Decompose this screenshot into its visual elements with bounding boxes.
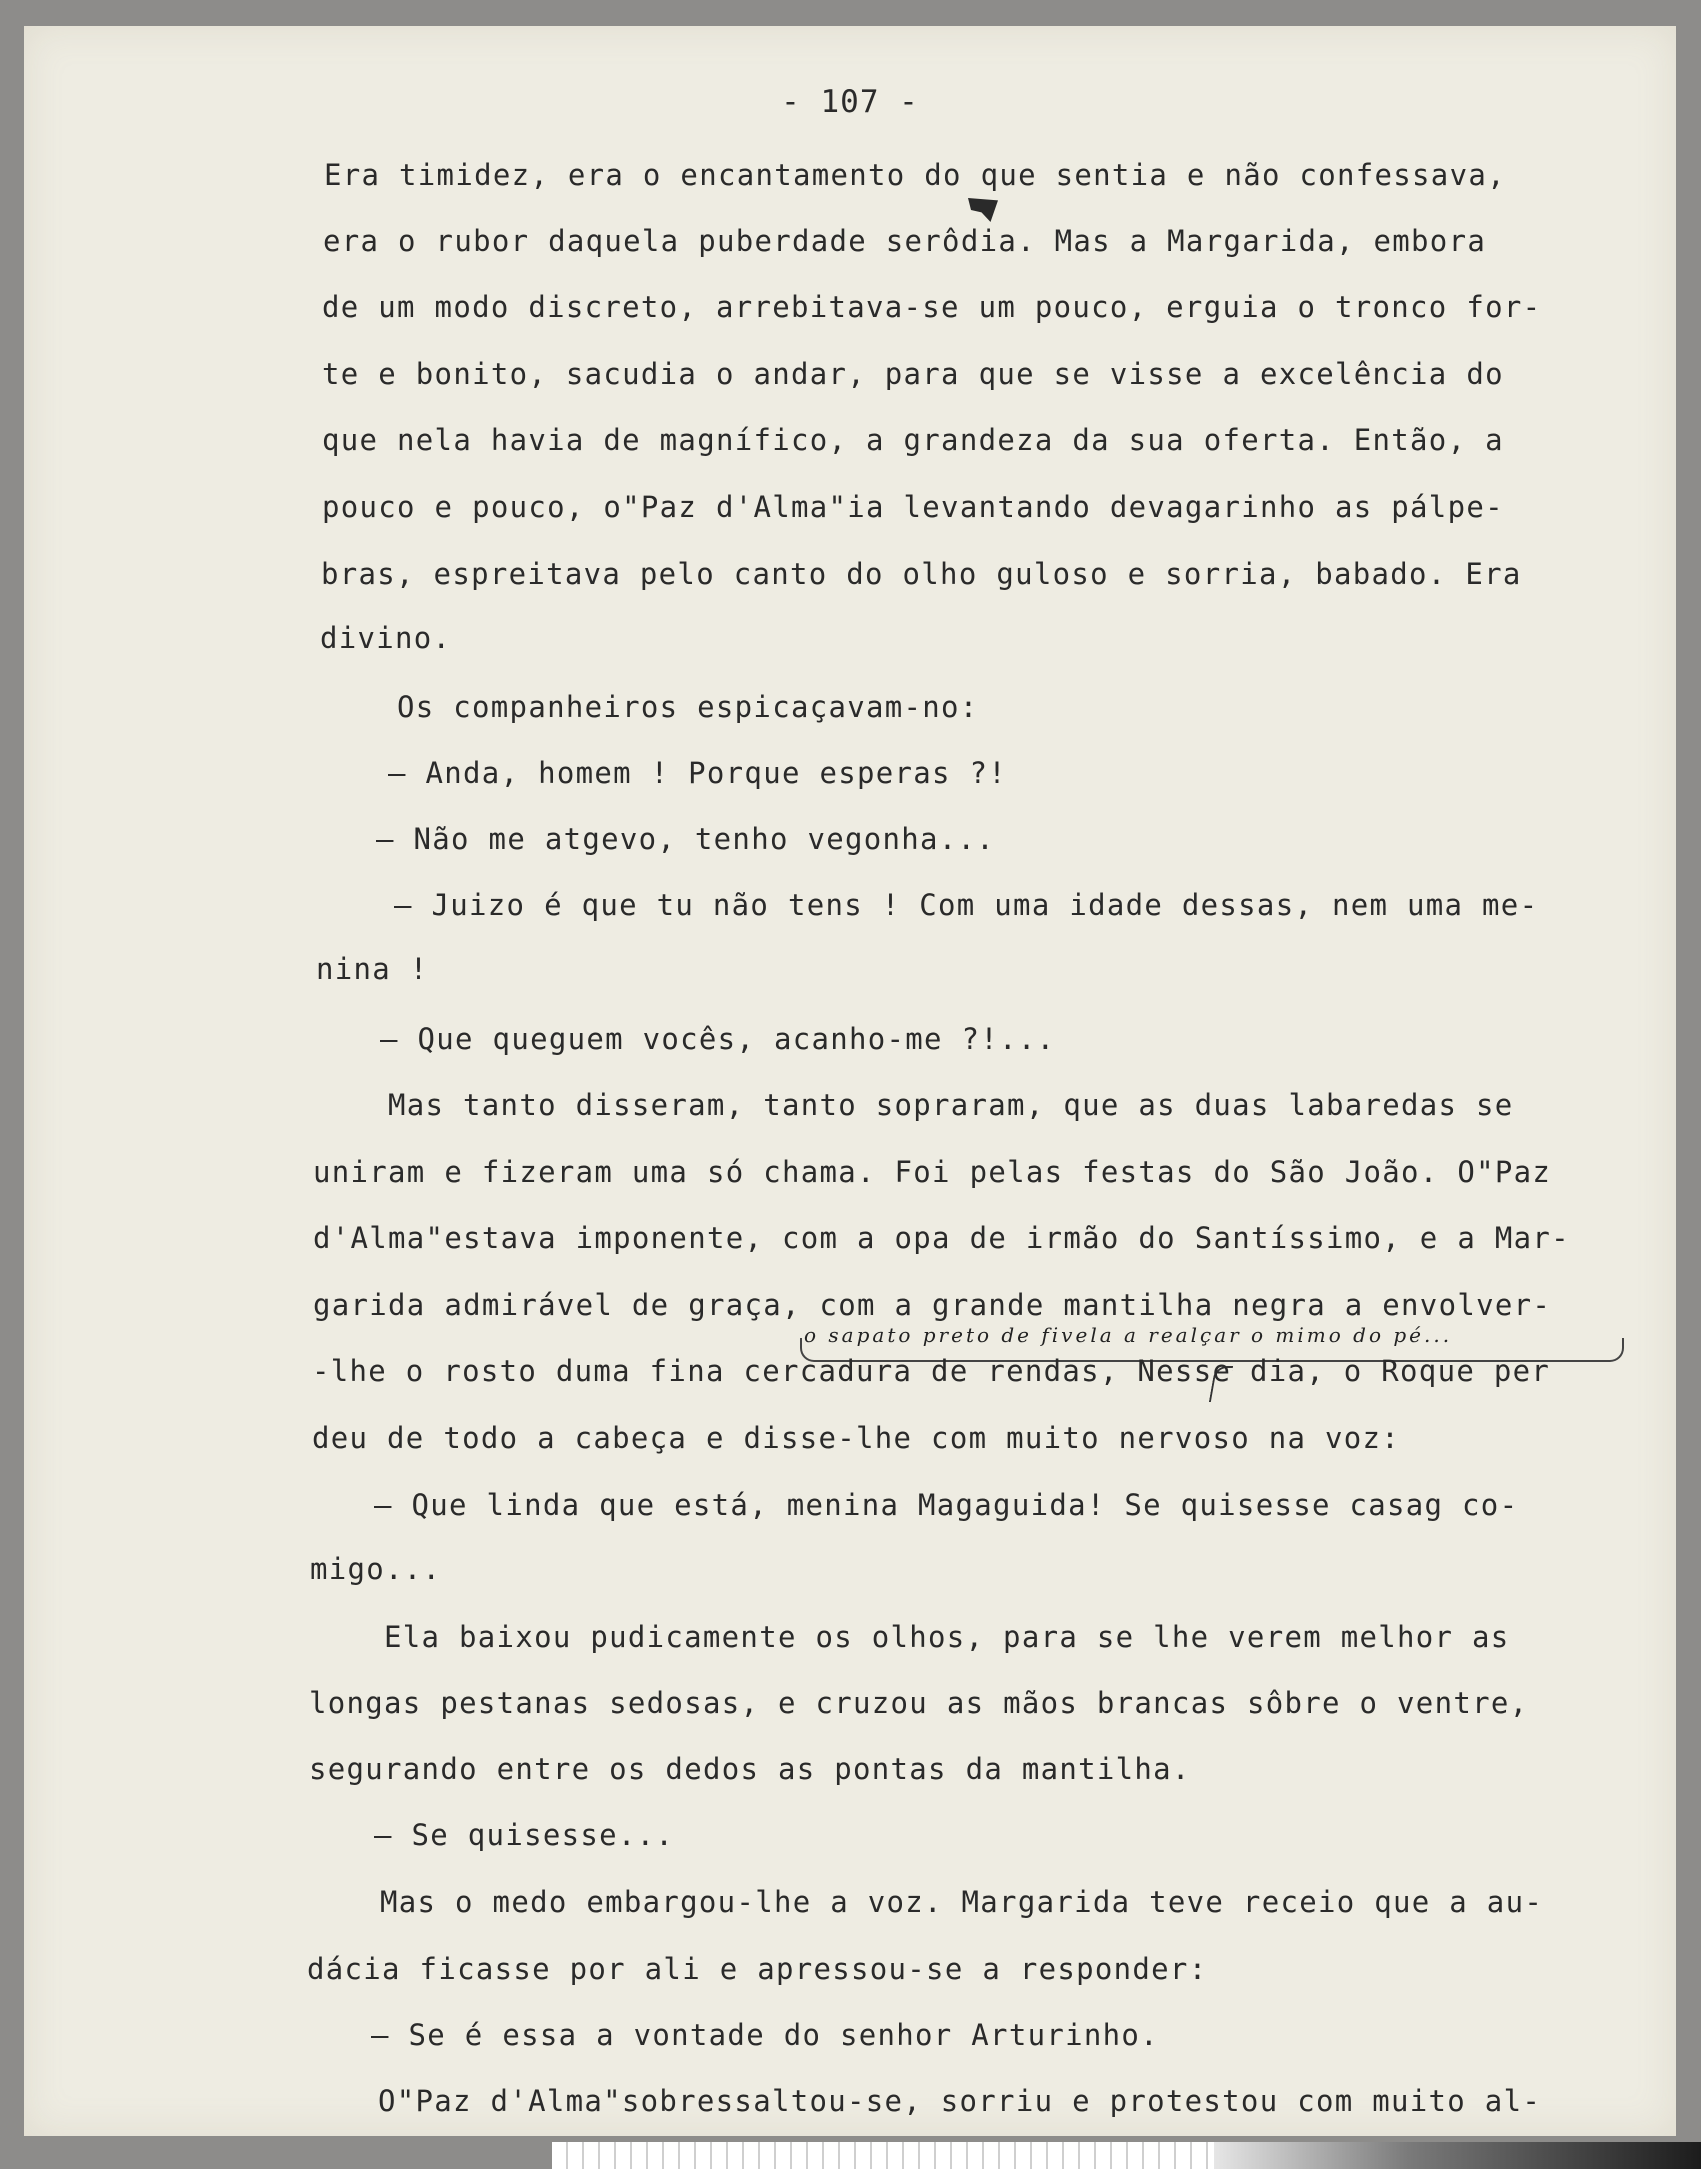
dialogue-line: — Se é essa a vontade do senhor Arturinho. (371, 2018, 1159, 2052)
text-line: que nela havia de magnífico, a grandeza da sua oferta. Então, a (322, 423, 1504, 457)
text-line: pouco e pouco, o"Paz d'Alma"ia levantando devagarinho as pálpe- (322, 490, 1504, 524)
handwritten-insertion: o sapato preto de fivela a realçar o mimo do pé... (804, 1323, 1453, 1347)
text-line: te e bonito, sacudia o andar, para que se visse a excelência do (322, 357, 1504, 391)
text-line: segurando entre os dedos as pontas da mantilha. (309, 1752, 1191, 1786)
page-number: - 107 - (781, 84, 919, 120)
text-line: migo... (310, 1552, 442, 1586)
text-line: Os companheiros espicaçavam-no: (397, 690, 979, 724)
text-line: d'Alma"estava imponente, com a opa de irmão do Santíssimo, e a Mar- (313, 1221, 1570, 1255)
text-line: dácia ficasse por ali e apressou-se a responder: (307, 1952, 1208, 1986)
text-line: Ela baixou pudicamente os olhos, para se lhe verem melhor as (384, 1620, 1510, 1654)
text-line: divino. (320, 621, 452, 655)
text-line: uniram e fizeram uma só chama. Foi pelas festas do São João. O"Paz (313, 1155, 1552, 1189)
text-line: longas pestanas sedosas, e cruzou as mãos brancas sôbre o ventre, (309, 1686, 1529, 1720)
dialogue-line: — Que linda que está, menina Magaguida! Se quisesse casag co- (374, 1488, 1519, 1522)
text-line: era o rubor daquela puberdade serôdia. Mas a Margarida, embora (323, 224, 1487, 258)
text-line: -lhe o rosto duma fina cercadura de rendas, Nesse dia, o Roque per (312, 1354, 1551, 1388)
text-line: garida admirável de graça, com a grande mantilha negra a envolver- (313, 1288, 1552, 1322)
scan-gray-scale (1214, 2142, 1701, 2169)
dialogue-line: — Se quisesse... (374, 1818, 675, 1852)
text-line: deu de todo a cabeça e disse-lhe com muito nervoso na voz: (312, 1421, 1401, 1455)
text-line: bras, espreitava pelo canto do olho guloso e sorria, babado. Era (321, 557, 1522, 591)
dialogue-line: — Anda, homem ! Porque esperas ?! (388, 756, 1008, 790)
text-line: O"Paz d'Alma"sobressaltou-se, sorriu e protestou com muito al- (378, 2084, 1542, 2118)
text-line: de um modo discreto, arrebitava-se um pouco, erguia o tronco for- (322, 290, 1542, 324)
text-line: nina ! (316, 952, 429, 986)
text-line: Mas tanto disseram, tanto sopraram, que as duas labaredas se (388, 1088, 1514, 1122)
dialogue-line: — Que queguem vocês, acanho-me ?!... (380, 1022, 1056, 1056)
dialogue-line: — Juizo é que tu não tens ! Com uma idade dessas, nem uma me- (394, 888, 1539, 922)
text-line: Mas o medo embargou-lhe a voz. Margarida teve receio que a au- (380, 1885, 1544, 1919)
ink-blot (968, 198, 998, 222)
dialogue-line: — Não me atgevo, tenho vegonha... (376, 822, 996, 856)
typescript-page (24, 26, 1676, 2136)
text-line: Era timidez, era o encantamento do que sentia e não confessava, (324, 158, 1506, 192)
